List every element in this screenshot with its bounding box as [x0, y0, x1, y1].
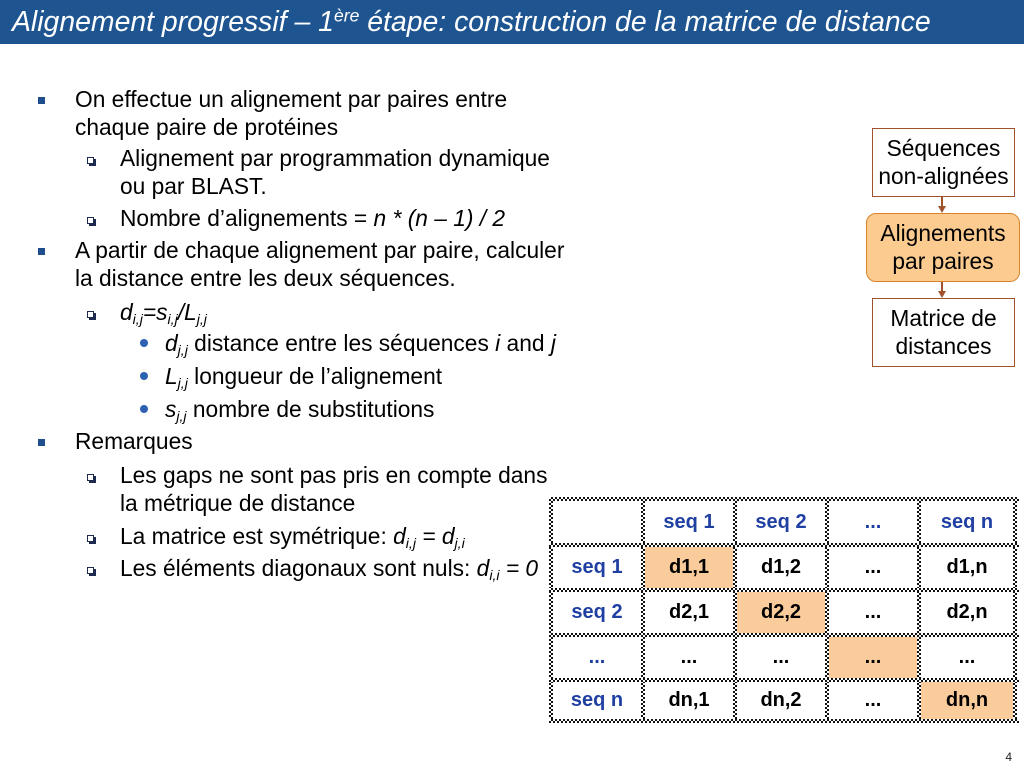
matrix-grid-line — [549, 678, 1019, 682]
formula-subscript: i,i — [489, 567, 500, 584]
distance-matrix-table — [551, 499, 1015, 721]
matrix-row-header: ... — [588, 646, 606, 668]
formula-symbol: d — [165, 330, 178, 356]
bullet-text-line — [120, 523, 465, 551]
matrix-cell: dn,1 — [668, 689, 710, 711]
formula-symbol: d — [393, 523, 406, 549]
bullet-text-line: la métrique de distance — [120, 489, 356, 516]
page-number: 4 — [1005, 750, 1012, 764]
matrix-row — [551, 635, 1015, 680]
formula-subscript: j,j — [177, 342, 188, 359]
slide-title — [12, 0, 931, 44]
formula-subscript: i,j — [132, 311, 143, 328]
matrix-row — [551, 545, 1015, 590]
down-arrow-icon — [936, 282, 948, 298]
matrix-grid-line — [1013, 497, 1017, 723]
flow-box-label: Matrice de — [890, 305, 997, 331]
matrix-diagonal-cell: d1,1 — [643, 545, 735, 590]
matrix-diagonal-cell: dn,n — [919, 680, 1015, 721]
matrix-cell: d1,2 — [760, 556, 802, 578]
sub-bullet-item — [120, 555, 538, 583]
square-bullet-icon — [38, 439, 45, 446]
sub-sub-bullet-item — [165, 363, 442, 391]
matrix-grid-line — [825, 497, 829, 723]
matrix-cell: ... — [958, 646, 976, 668]
bullet-item — [75, 237, 564, 292]
bullet-text-line: Les gaps ne sont pas pris en compte dans — [120, 462, 548, 488]
matrix-cell: ... — [772, 646, 790, 668]
formula-subscript: j,i — [454, 535, 465, 552]
bullet-text-line — [165, 396, 434, 424]
sub-bullet-item — [120, 205, 505, 233]
formula-subscript: j,j — [196, 311, 207, 328]
hollow-square-bullet-icon — [87, 217, 94, 224]
matrix-cell: ... — [864, 601, 882, 623]
distance-formula — [120, 299, 207, 328]
dot-bullet-icon — [140, 372, 148, 380]
bullet-text: distance entre les séquences — [187, 330, 496, 356]
square-bullet-icon — [38, 97, 45, 104]
formula-symbol: =s — [142, 299, 168, 325]
matrix-grid-line — [733, 497, 737, 723]
bullet-text: Les éléments diagonaux sont nuls: — [120, 555, 477, 581]
matrix-grid-line — [549, 497, 553, 723]
formula-symbol: L — [165, 363, 178, 389]
bullet-text-line — [120, 205, 505, 233]
bullet-text-line: chaque paire de protéines — [75, 113, 339, 140]
flow-box-label: par paires — [892, 247, 994, 274]
hollow-square-bullet-icon — [87, 474, 94, 481]
matrix-grid-line — [549, 719, 1019, 723]
matrix-cell: d2,n — [946, 601, 988, 623]
down-arrow-icon — [936, 197, 948, 213]
flow-box-unaligned-sequences — [872, 128, 1015, 197]
formula-symbol: d — [476, 555, 490, 581]
matrix-cell: dn,2 — [760, 689, 802, 711]
hollow-square-bullet-icon — [87, 535, 94, 542]
formula-symbol: = d — [415, 523, 455, 549]
formula-subscript: j,j — [176, 408, 187, 425]
matrix-grid-line — [549, 543, 1019, 547]
formula-symbol: j — [550, 330, 556, 356]
matrix-row-header: seq n — [570, 689, 624, 711]
matrix-header-row — [551, 499, 1015, 545]
diagonal-formula — [476, 555, 539, 584]
bullet-text-line: A partir de chaque alignement par paire, calculer — [75, 237, 565, 263]
formula-symbol: i — [495, 330, 501, 356]
hollow-square-bullet-icon — [87, 567, 94, 574]
bullet-text-line: Alignement par programmation dynamique — [120, 145, 550, 171]
bullet-text: La matrice est symétrique: — [120, 523, 394, 549]
matrix-column-header: seq 1 — [663, 510, 715, 533]
matrix-cell: ... — [864, 689, 882, 711]
slide-title-superscript: ère — [333, 5, 360, 26]
flow-box-label: distances — [895, 332, 992, 359]
sub-bullet-item — [120, 299, 207, 327]
formula-symbol: = 0 — [499, 555, 539, 581]
sub-bullet-item — [120, 462, 547, 517]
flow-box-pairwise-alignments — [866, 213, 1020, 282]
formula-symbol: s — [165, 396, 177, 422]
formula-variable — [165, 396, 187, 425]
dot-bullet-icon — [140, 405, 148, 413]
matrix-column-header: seq n — [940, 510, 994, 533]
flow-box-label: non-alignées — [878, 162, 1009, 189]
matrix-corner-cell — [551, 499, 643, 545]
sub-sub-bullet-item — [165, 330, 556, 358]
matrix-grid-line — [641, 497, 645, 723]
square-bullet-icon — [38, 248, 45, 255]
matrix-cell: d1,n — [946, 556, 988, 578]
bullet-text-line: On effectue un alignement par paires entre — [75, 86, 508, 112]
matrix-row — [551, 590, 1015, 635]
symmetry-formula — [393, 523, 465, 552]
bullet-text-line — [165, 330, 556, 358]
formula-subscript: i,j — [405, 535, 416, 552]
hollow-square-bullet-icon — [87, 157, 94, 164]
formula-subscript: j,j — [177, 375, 188, 392]
flow-box-label: Alignements — [880, 220, 1006, 246]
matrix-row-header: seq 2 — [571, 601, 623, 623]
matrix-cell: ... — [680, 646, 698, 668]
dot-bullet-icon — [140, 339, 148, 347]
bullet-text-line: Remarques — [75, 428, 193, 454]
bullet-text: and — [500, 330, 551, 356]
formula-variable — [165, 330, 188, 359]
title-bar — [0, 0, 1024, 44]
matrix-grid-line — [549, 633, 1019, 637]
sub-bullet-item — [120, 523, 465, 551]
bullet-item — [75, 428, 193, 456]
matrix-grid-line — [917, 497, 921, 723]
bullet-text: longueur de l’alignement — [187, 363, 443, 389]
formula-variable — [165, 363, 188, 392]
matrix-diagonal-cell: ... — [827, 635, 919, 680]
matrix-cell: d2,1 — [668, 601, 710, 623]
matrix-grid-line — [549, 497, 1019, 501]
bullet-text: Nombre d’alignements = — [120, 205, 374, 231]
bullet-text-line — [120, 555, 538, 583]
formula-symbol: d — [120, 299, 133, 325]
bullet-text-line: la distance entre les deux séquences. — [75, 264, 456, 291]
bullet-item — [75, 86, 507, 141]
slide-title-main: Alignement progressif – 1 — [12, 6, 334, 38]
sub-bullet-item — [120, 145, 550, 200]
alignment-count-formula: n * (n – 1) / 2 — [373, 205, 506, 231]
bullet-text-line — [120, 299, 207, 327]
flow-box-distance-matrix — [872, 298, 1015, 367]
sub-sub-bullet-item — [165, 396, 434, 424]
slide-title-rest: étape: construction de la matrice de distance — [359, 6, 931, 38]
bullet-text: nombre de substitutions — [186, 396, 435, 422]
flow-box-label: Séquences — [886, 135, 1001, 161]
formula-symbol: /L — [177, 299, 197, 325]
matrix-cell: ... — [864, 556, 882, 578]
bullet-text-line — [165, 363, 442, 391]
formula-subscript: i,j — [167, 311, 178, 328]
matrix-column-header: ... — [864, 510, 882, 533]
matrix-diagonal-cell: d2,2 — [735, 590, 827, 635]
matrix-row-header: seq 1 — [571, 556, 623, 578]
bullet-text-line: ou par BLAST. — [120, 172, 267, 199]
matrix-grid-line — [549, 588, 1019, 592]
hollow-square-bullet-icon — [87, 311, 94, 318]
matrix-column-header: seq 2 — [755, 510, 807, 533]
matrix-row — [551, 680, 1015, 721]
